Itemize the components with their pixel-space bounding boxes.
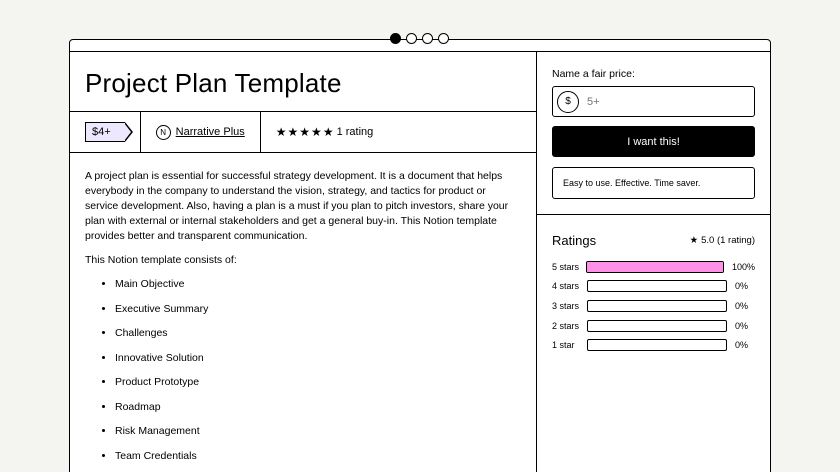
rating-stars — [276, 125, 334, 139]
rating-row-label: 4 stars — [552, 281, 580, 292]
carousel-dot-4[interactable] — [438, 33, 449, 44]
creator-avatar: N — [156, 125, 171, 140]
list-item: • Challenges — [115, 326, 521, 342]
carousel-dot-2[interactable] — [406, 33, 417, 44]
product-title: Project Plan Template — [85, 68, 342, 98]
rating-row-label: 1 star — [552, 340, 575, 351]
ratings-header — [552, 233, 755, 248]
rating-row — [552, 280, 755, 293]
carousel-dot-1[interactable] — [390, 33, 401, 44]
price-input[interactable] — [587, 96, 737, 108]
product-card — [69, 39, 771, 472]
rating-cell[interactable] — [261, 112, 389, 152]
rating-bar — [587, 320, 727, 332]
list-item: • Main Objective — [115, 277, 521, 293]
list-item: • Risk Management — [115, 424, 521, 440]
rating-row-label: 3 stars — [552, 300, 580, 311]
price-cell — [70, 112, 141, 152]
star-icon: ★ — [689, 235, 699, 246]
rating-row-percent: 0% — [735, 300, 749, 311]
buy-section — [537, 52, 770, 215]
product-details — [70, 52, 537, 472]
rating-bar — [587, 339, 727, 351]
carousel-dot-3[interactable] — [422, 33, 433, 44]
feature-list — [85, 277, 521, 464]
ratings-average — [690, 235, 755, 246]
product-summary: Easy to use. Effective. Time saver. — [552, 167, 755, 199]
rating-row-percent: 0% — [735, 320, 749, 331]
carousel-dots — [390, 33, 449, 44]
rating-row-percent: 0% — [735, 281, 749, 292]
description-paragraph: A project plan is essential for successful strategy development. It is a document that helps everybody in the company to understand the vision, strategy, and tactics for product or service development. Also, having a plan is a must if you plan to pitch investors, share your plan with external or internal stakeholders and get a general buy-in. This Notion template provides better and transparent communication. — [85, 170, 509, 242]
list-item: • Roadmap — [115, 400, 521, 416]
rating-bar-fill — [587, 262, 723, 272]
rating-count: 1 rating — [336, 126, 374, 138]
rating-row — [552, 260, 755, 273]
creator-cell[interactable] — [141, 112, 261, 152]
rating-row-label: 5 stars — [552, 261, 580, 272]
rating-row-percent: 0% — [735, 340, 749, 351]
star-icon: ★ — [322, 125, 334, 139]
star-icon: ★ — [275, 125, 287, 139]
ratings-title: Ratings — [552, 233, 597, 248]
creator-link[interactable]: Narrative Plus — [175, 126, 245, 138]
list-item: • Product Prototype — [115, 375, 521, 391]
rating-bar — [587, 300, 727, 312]
rating-bar — [587, 280, 727, 292]
star-icon: ★ — [287, 125, 299, 139]
meta-row — [70, 112, 536, 153]
buy-button[interactable]: I want this! — [552, 126, 755, 157]
price-tag: $4+ — [85, 122, 125, 142]
rating-row-percent: 100% — [731, 261, 755, 272]
ratings-breakdown — [552, 260, 755, 352]
description-intro: This Notion template consists of: — [85, 254, 237, 266]
list-item: • Executive Summary — [115, 302, 521, 318]
product-description — [70, 153, 536, 464]
rating-row — [552, 319, 755, 332]
star-icon: ★ — [311, 125, 322, 139]
ratings-average-text: 5.0 (1 rating) — [701, 235, 755, 246]
rating-row — [552, 339, 755, 352]
ratings-section — [537, 215, 770, 352]
list-item: • Team Credentials — [115, 449, 521, 465]
star-icon: ★ — [299, 125, 311, 139]
list-item: • Innovative Solution — [115, 351, 521, 367]
purchase-panel — [537, 52, 770, 472]
currency-icon: $ — [557, 91, 579, 113]
price-label: Name a fair price: — [552, 68, 635, 80]
title-row — [70, 52, 536, 112]
rating-row — [552, 299, 755, 312]
rating-row-label: 2 stars — [552, 320, 580, 331]
price-field[interactable] — [552, 86, 755, 117]
rating-bar — [586, 261, 724, 273]
